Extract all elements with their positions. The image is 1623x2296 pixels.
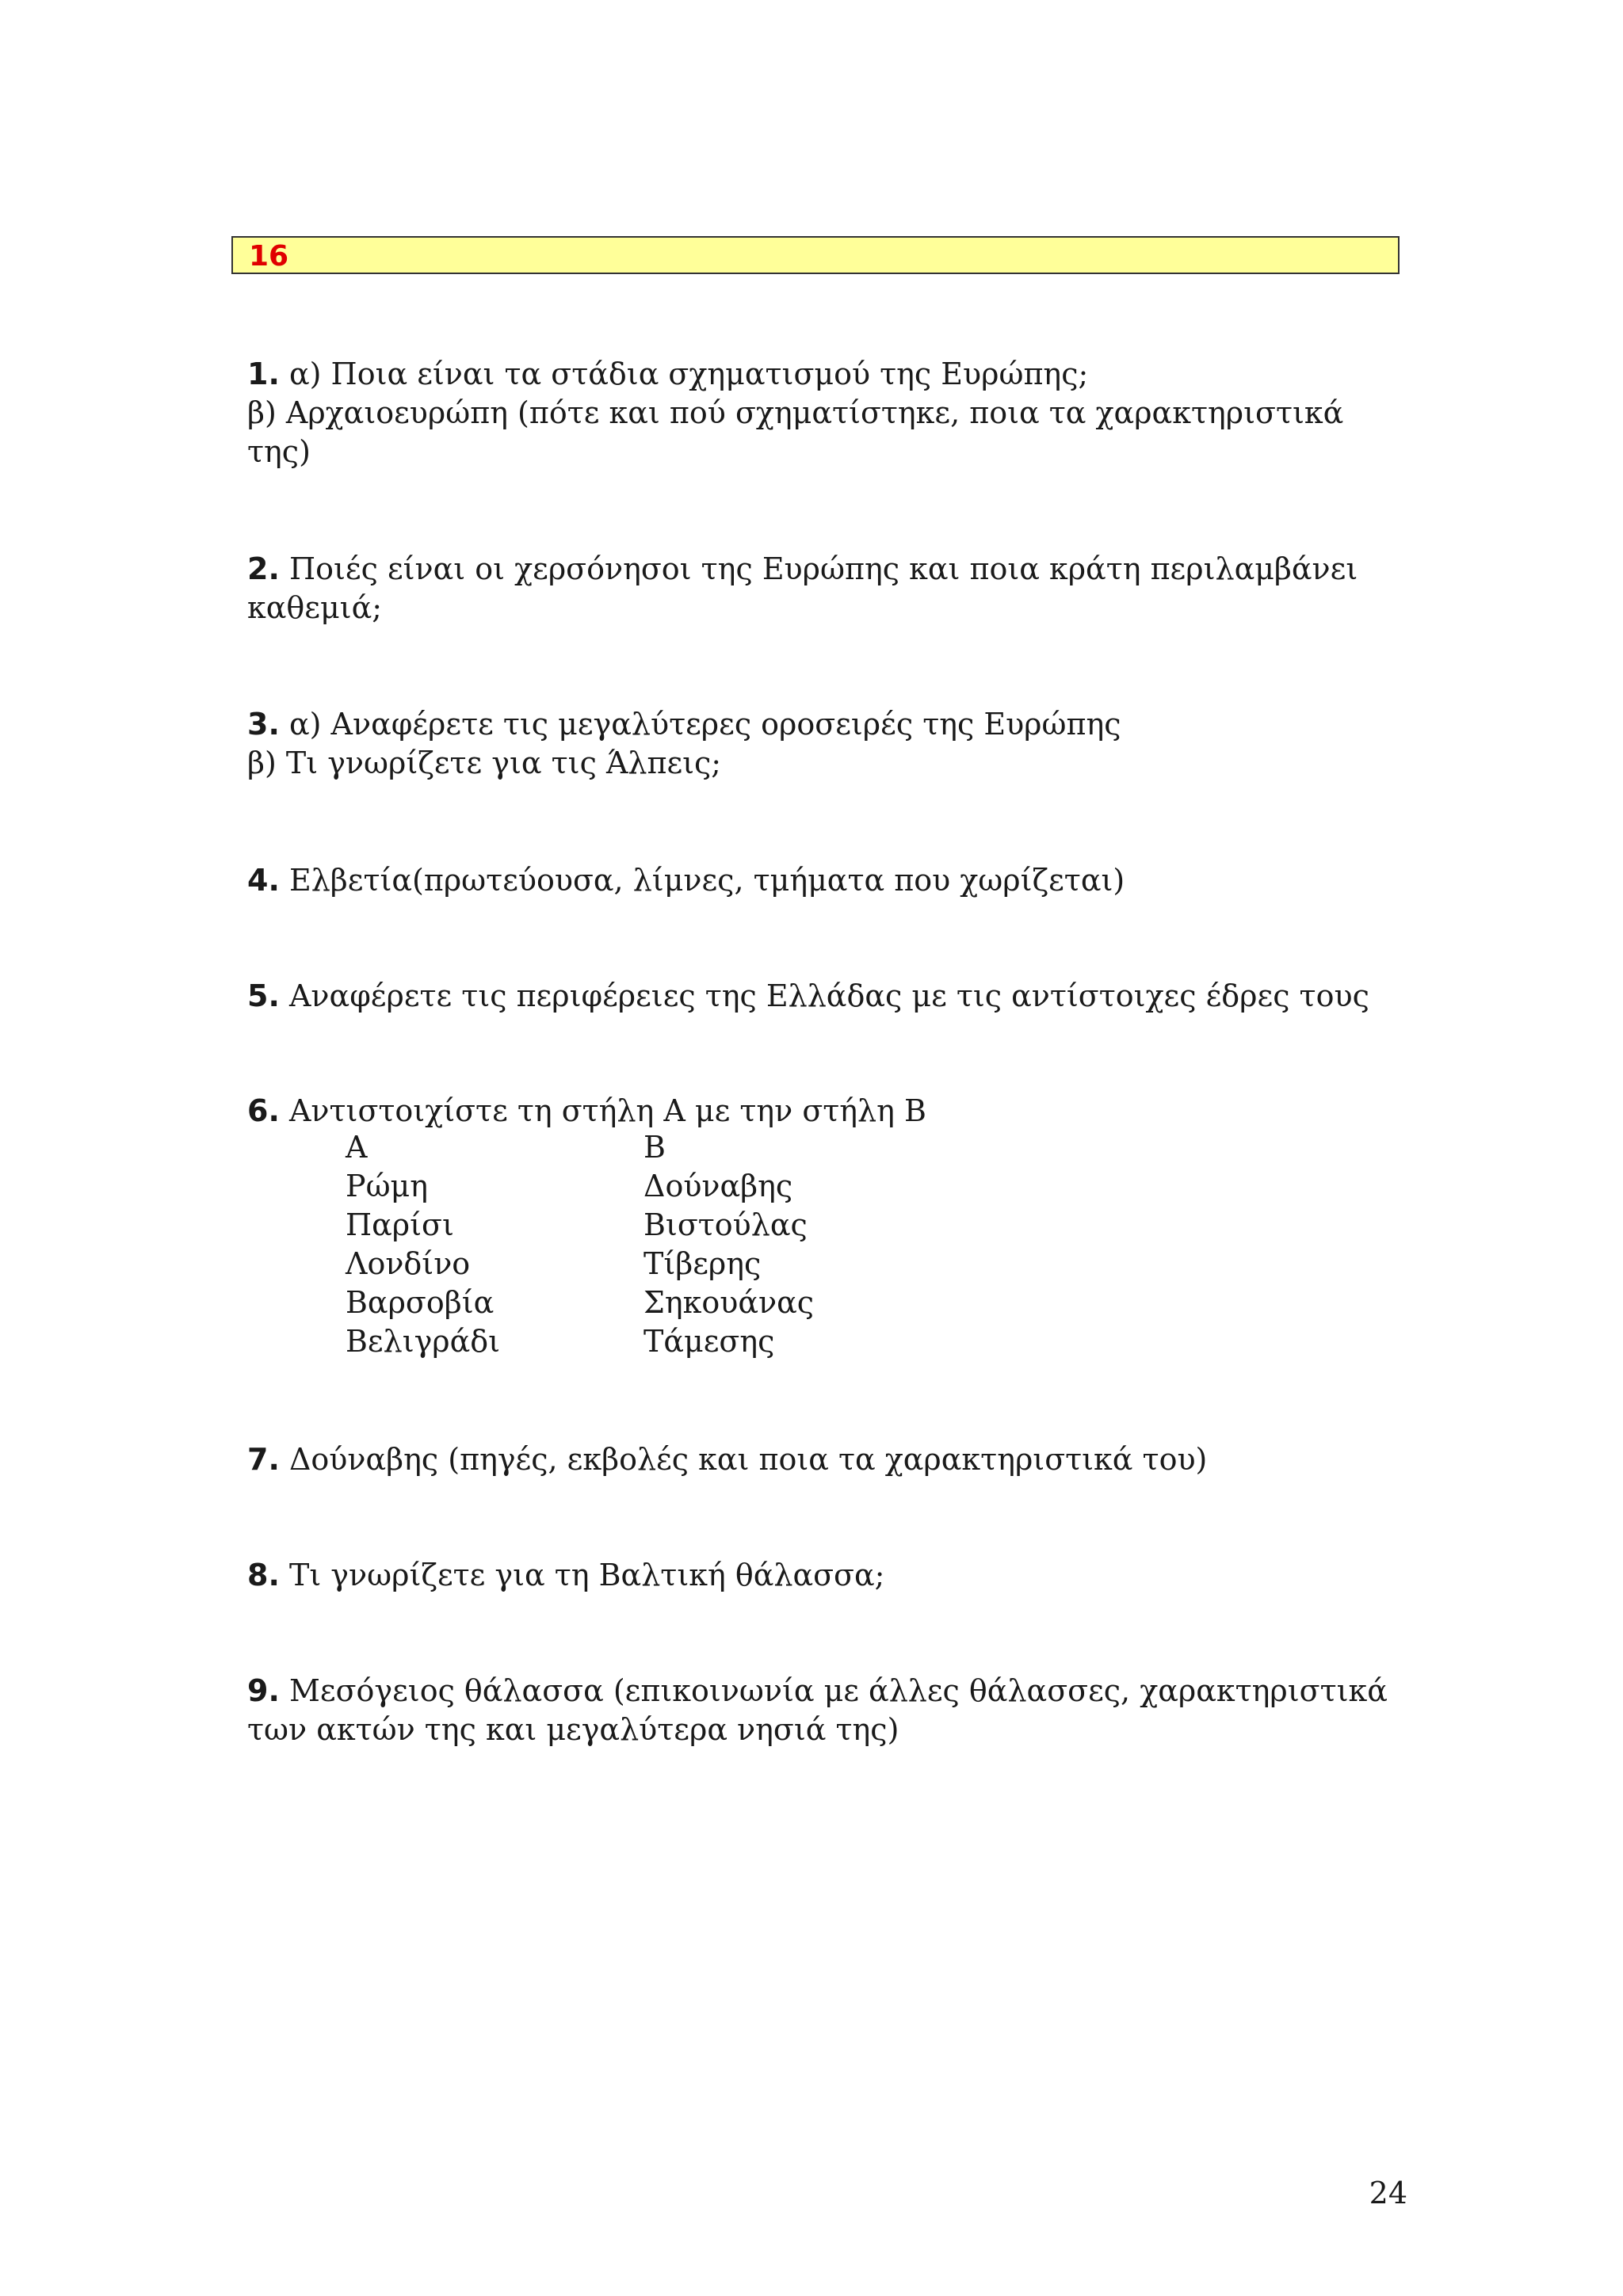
question-text: α) Αναφέρετε τις μεγαλύτερες οροσειρές της Ευρώπης (288, 707, 1121, 742)
question-text: Μεσόγειος θάλασσα (επικοινωνία με άλλες θάλασσες, χαρακτηριστικά (288, 1673, 1388, 1708)
section-header-box (231, 236, 1400, 274)
question-7 (247, 1440, 1404, 1479)
question-line (247, 550, 1404, 589)
question-number: 3. (247, 707, 280, 742)
question-line (247, 1092, 1404, 1131)
question-line (247, 705, 1404, 744)
question-text: των ακτών της και μεγαλύτερα νησιά της) (247, 1712, 899, 1747)
question-number: 5. (247, 978, 280, 1013)
question-3 (247, 705, 1404, 783)
question-line (247, 861, 1404, 900)
matching-header-row (346, 1128, 814, 1167)
question-number: 7. (247, 1442, 280, 1477)
question-text: Ποιές είναι οι χερσόνησοι της Ευρώπης και ποια κράτη περιλαμβάνει (288, 551, 1358, 586)
question-text: Αναφέρετε τις περιφέρειες της Ελλάδας με τις αντίστοιχες έδρες τους (288, 978, 1369, 1013)
question-text: Ελβετία(πρωτεύουσα, λίμνες, τμήματα που χωρίζεται) (288, 863, 1125, 898)
question-4 (247, 861, 1404, 900)
column-b-item: Τίβερης (643, 1246, 762, 1281)
column-b-item: Βιστούλας (643, 1207, 808, 1242)
question-text: Τι γνωρίζετε για τη Βαλτική θάλασσα; (288, 1558, 885, 1592)
question-9 (247, 1672, 1404, 1749)
matching-row (346, 1283, 814, 1322)
matching-row (346, 1245, 814, 1283)
question-text: Αντιστοιχίστε τη στήλη Α με την στήλη Β (288, 1093, 926, 1128)
question-8 (247, 1556, 1404, 1595)
column-a-header: Α (346, 1130, 368, 1165)
question-text: α) Ποια είναι τα στάδια σχηματισμού της Ευρώπης; (288, 357, 1089, 391)
question-text: Δούναβης (πηγές, εκβολές και ποια τα χαρακτηριστικά του) (288, 1442, 1208, 1477)
question-text: της) (247, 434, 311, 469)
question-number: 2. (247, 551, 280, 586)
question-line (247, 355, 1404, 394)
column-b-item: Τάμεσης (643, 1324, 775, 1359)
question-6 (247, 1092, 1404, 1131)
column-a-item: Λονδίνο (346, 1246, 471, 1281)
column-a-item: Ρώμη (346, 1169, 429, 1203)
matching-row (346, 1322, 814, 1361)
question-line (247, 1556, 1404, 1595)
column-a-item: Βαρσοβία (346, 1285, 495, 1320)
question-text: καθεμιά; (247, 590, 383, 625)
matching-row (346, 1206, 814, 1245)
question-5 (247, 977, 1404, 1016)
column-a-item: Βελιγράδι (346, 1324, 501, 1359)
column-b-item: Δούναβης (643, 1169, 793, 1203)
question-line (247, 977, 1404, 1016)
matching-table (346, 1128, 814, 1361)
question-text: β) Τι γνωρίζετε για τις Άλπεις; (247, 746, 722, 780)
question-text: β) Αρχαιοευρώπη (πότε και πού σχηματίστηκε, ποια τα χαρακτηριστικά (247, 395, 1344, 430)
column-b-header: Β (643, 1130, 666, 1165)
section-number: 16 (249, 240, 289, 273)
page-number: 24 (1369, 2176, 1407, 2210)
question-2 (247, 550, 1404, 627)
question-1 (247, 355, 1404, 471)
question-number: 4. (247, 863, 280, 898)
question-line (247, 1440, 1404, 1479)
matching-row (346, 1167, 814, 1206)
question-number: 1. (247, 357, 280, 391)
question-number: 8. (247, 1558, 280, 1592)
question-number: 9. (247, 1673, 280, 1708)
question-line (247, 1672, 1404, 1711)
column-a-item: Παρίσι (346, 1207, 454, 1242)
question-number: 6. (247, 1093, 280, 1128)
column-b-item: Σηκουάνας (643, 1285, 815, 1320)
